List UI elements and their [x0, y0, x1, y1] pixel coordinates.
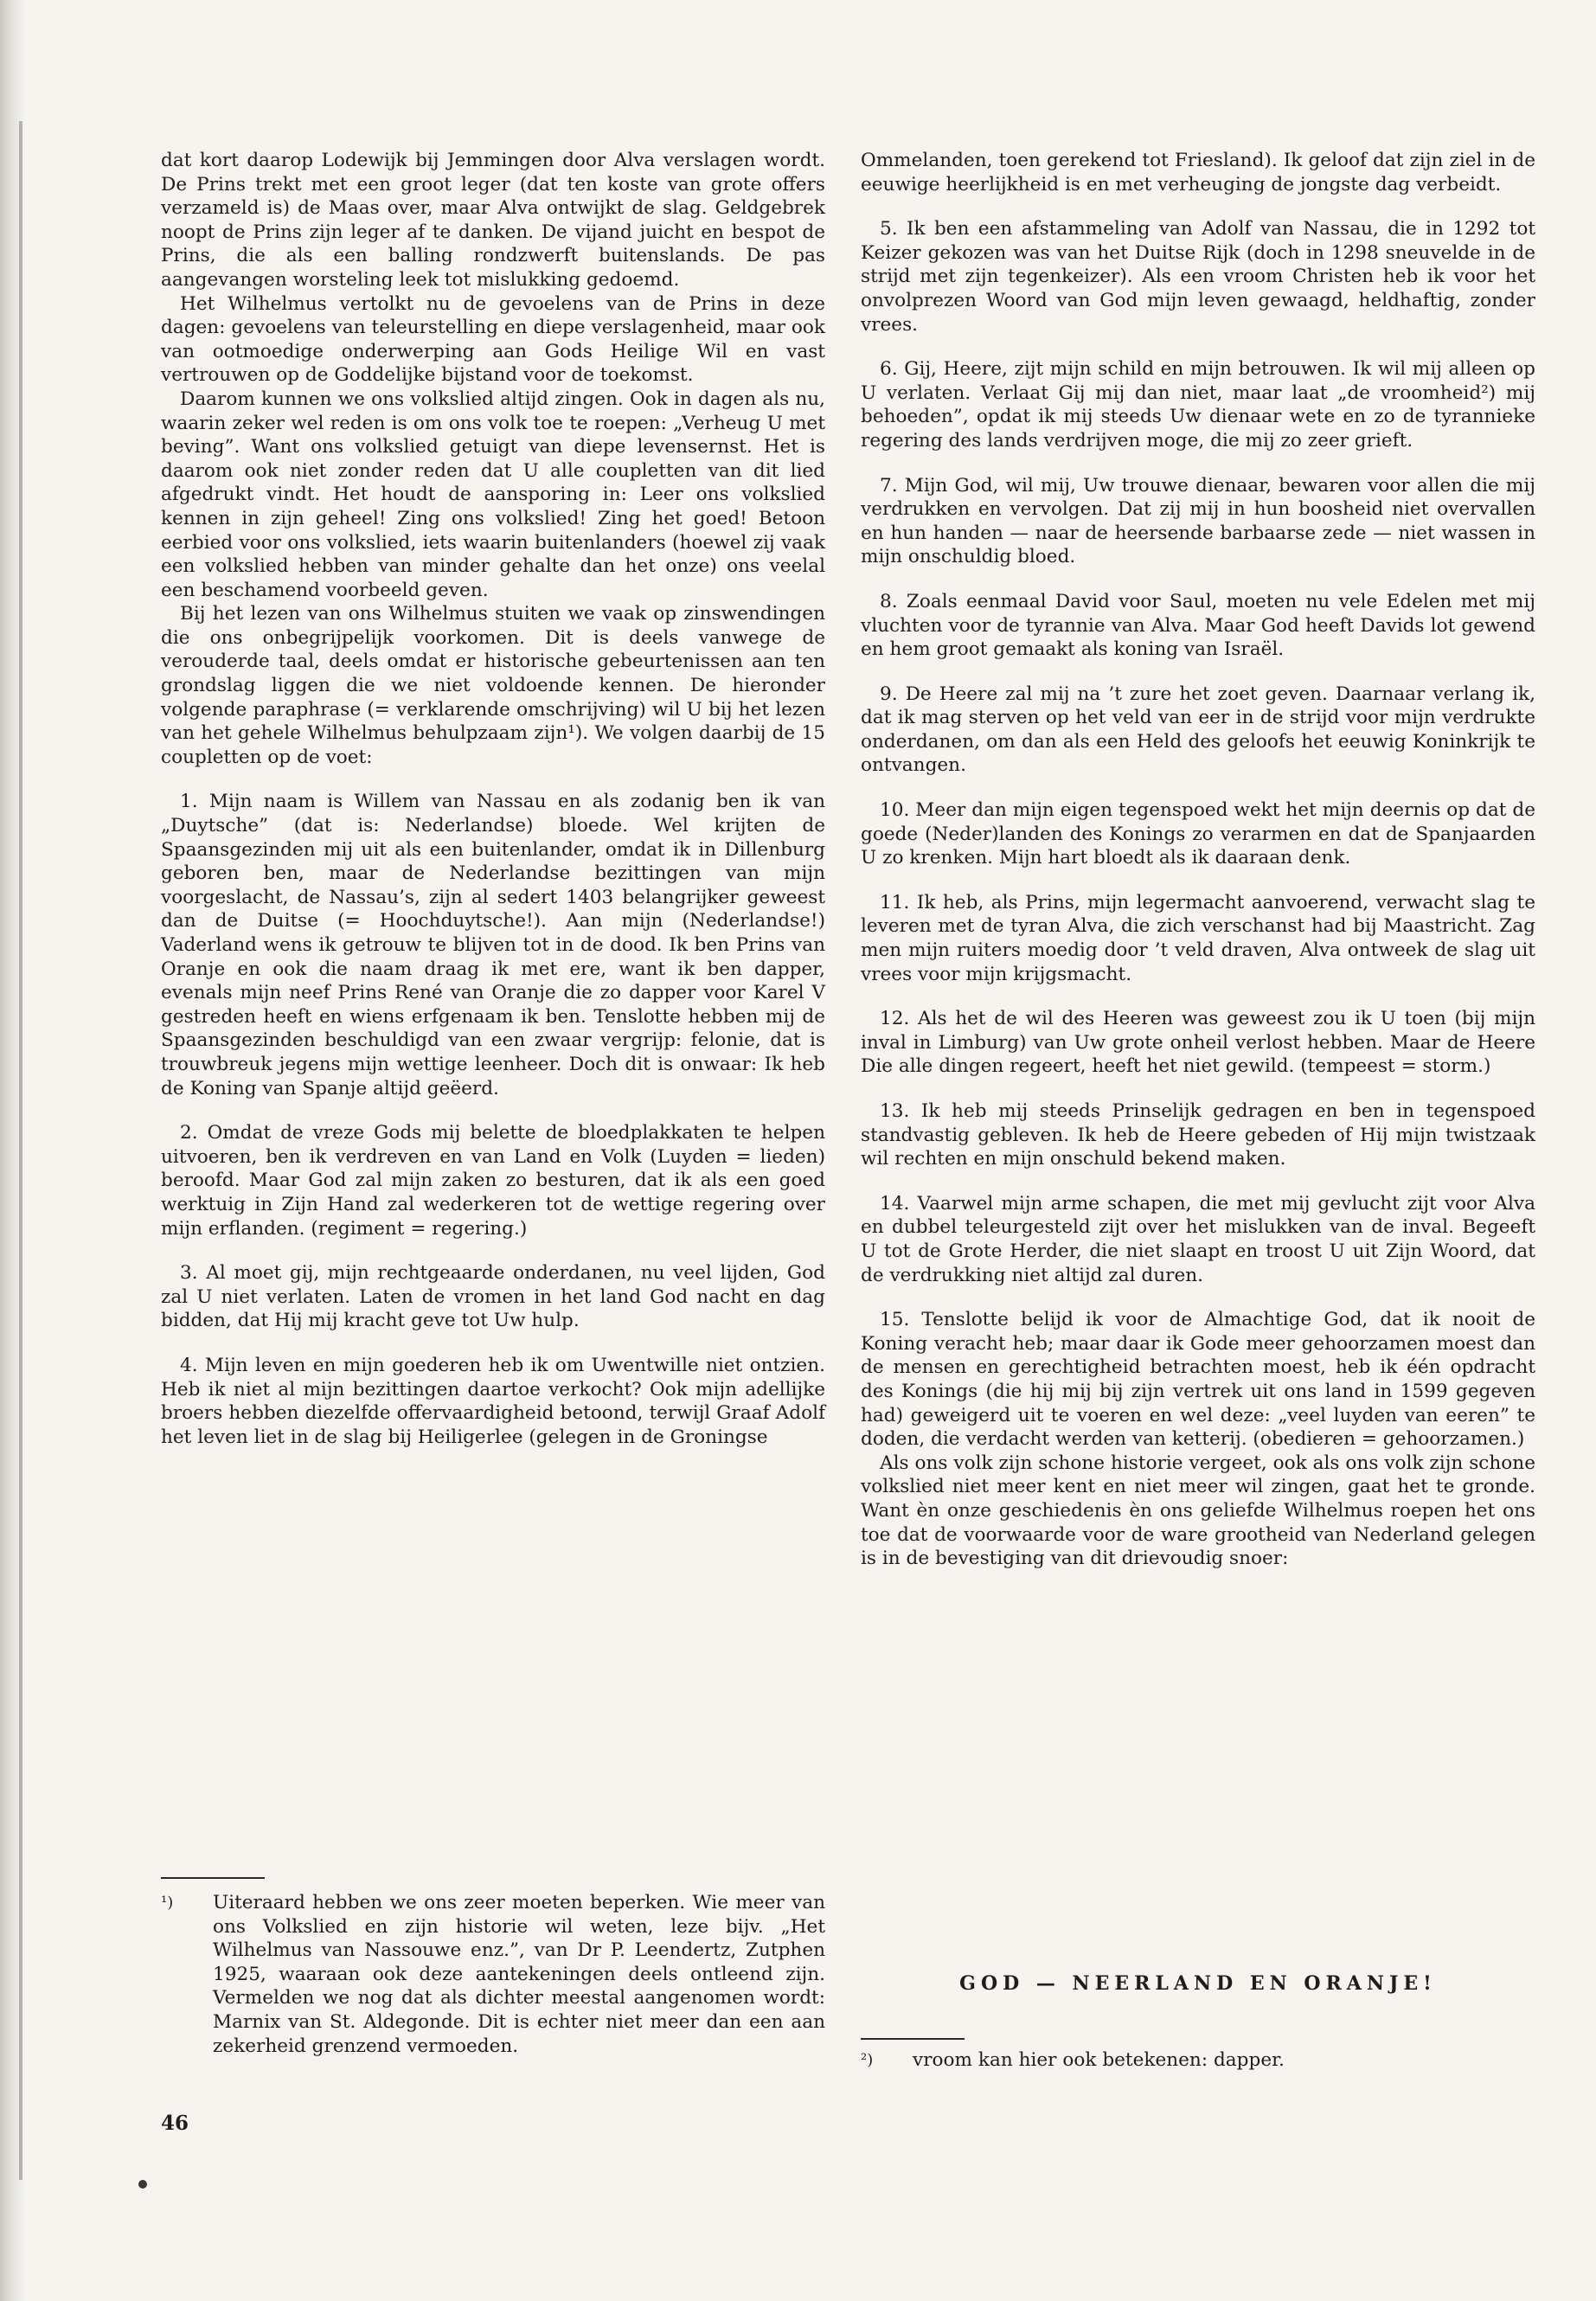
page-number: 46	[161, 2112, 189, 2135]
footnote-rule-right	[861, 2038, 965, 2040]
paragraph: Daarom kunnen we ons volkslied altijd zingen. Ook in dagen als nu, waarin zeker wel reden is om ons volk toe te roepen: „Verheug U met beving”. Want ons volkslied getuigt van diepe levensernst. Het is daarom ook niet zonder reden dat U alle coupletten van dit lied afgedrukt vindt. Het houdt de aansporing in: Leer ons volkslied kennen in zijn geheel! Zing ons volkslied! Zing het goed! Betoon eerbied voor ons volkslied, iets waarin buitenlanders (hoewel zij vaak een volkslied hebben van minder gehalte dan het onze) ons veelal een beschamend voorbeeld geven.	[161, 388, 825, 601]
paragraph: dat kort daarop Lodewijk bij Jemmingen door Alva verslagen wordt. De Prins trekt met een groot leger (dat ten koste van grote offers verzameld is) de Maas over, maar Alva ontwijkt de slag. Geldgebrek noopt de Prins zijn leger af te danken. De vijand juicht en bespot de Prins, die als een balling rondzwerft buitenslands. De pas aangevangen worsteling leek tot mislukking gedoemd.	[161, 150, 825, 291]
binding-edge-line	[19, 121, 22, 2180]
closing-motto: GOD — NEERLAND EN ORANJE!	[959, 1972, 1437, 1995]
ink-dot	[138, 2180, 147, 2189]
stanza-paraphrase-10: 10. Meer dan mijn eigen tegenspoed wekt het mijn deernis op dat de goede (Neder)landen des Konings zo verarmen en dat de Spanjaarden U zo krenken. Mijn hart bloedt als ik daaraan denk.	[861, 799, 1535, 869]
footnote-marker: ¹)	[161, 1894, 174, 1912]
stanza-paraphrase-11: 11. Ik heb, als Prins, mijn legermacht aanvoerend, verwacht slag te leveren met de tyran Alva, die zich verschanst had bij Maastricht. Zag men mijn ruiters moedig door ’t veld draven, Alva ontweek de slag uit vrees voor mijn krijgsmacht.	[861, 891, 1535, 985]
footnote-marker: ²)	[861, 2051, 874, 2069]
stanza-paraphrase-4: 4. Mijn leven en mijn goederen heb ik om Uwentwille niet ontzien. Heb ik niet al mijn bezittingen daartoe verkocht? Ook mijn adellijke broers hebben diezelfde offervaardigheid betoond, terwijl Graaf Adolf het leven liet in de slag bij Heiligerlee (gelegen in de Groningse	[161, 1354, 825, 1448]
stanza-paraphrase-7: 7. Mijn God, wil mij, Uw trouwe dienaar, bewaren voor allen die mij verdrukken en vervolgen. Dat zij mij in hun boosheid niet overvallen en hun handen — naar de heersende barbaarse zede — niet wassen in mijn onschuldig bloed.	[861, 474, 1535, 568]
stanza-paraphrase-15: 15. Tenslotte belijd ik voor de Almachtige God, dat ik nooit de Koning veracht heb; maar daar ik Gode meer gehoorzamen moest dan de mensen en gerechtigheid betrachten moest, heb ik één opdracht des Konings (die hij mij bij zijn vertrek uit ons land in 1599 gegeven had) geweigerd uit te voeren en wel deze: „veel luyden van eeren” te doden, die verdacht werden van ketterij. (obedieren = gehoorzamen.)	[861, 1309, 1535, 1451]
stanza-paraphrase-5: 5. Ik ben een afstammeling van Adolf van Nassau, die in 1292 tot Keizer gekozen was van het Duitse Rijk (doch in 1298 sneuvelde in de strijd met zijn tegenkeizer). Als een vroom Christen heb ik voor het onvolprezen Woord van God mijn leven gewaagd, heldhaftig, zonder vrees.	[861, 218, 1535, 336]
footnote-right	[861, 2048, 1535, 2073]
stanza-paraphrase-9: 9. De Heere zal mij na ’t zure het zoet geven. Daarnaar verlang ik, dat ik mag sterven op het veld van eer in de strijd voor mijn verdrukte onderdanen, om dan als een Held des geloofs het eeuwig Koninkrijk te ontvangen.	[861, 683, 1535, 777]
stanza-paraphrase-8: 8. Zoals eenmaal David voor Saul, moeten nu vele Edelen met mij vluchten voor de tyrannie van Alva. Maar God heeft Davids lot gewend en hem groot gemaakt als koning van Israël.	[861, 590, 1535, 661]
left-column	[161, 149, 825, 1449]
footnote-text: vroom kan hier ook betekenen: dapper.	[913, 2049, 1285, 2071]
footnote-left	[161, 1891, 825, 2058]
stanza-paraphrase-6: 6. Gij, Heere, zijt mijn schild en mijn betrouwen. Ik wil mij alleen op U verlaten. Verlaat Gij mij dan niet, maar laat „de vroomheid²) mij behoeden”, opdat ik mij steeds Uw dienaar wete en zo de tyrannieke regering des lands verdrijven moge, die mij zo zeer grieft.	[861, 358, 1535, 452]
stanza-paraphrase-13: 13. Ik heb mij steeds Prinselijk gedragen en ben in tegenspoed standvastig gebleven. Ik heb de Heere gebeden of Hij mijn twistzaak wil rechten en mijn onschuld bekend maken.	[861, 1100, 1535, 1170]
paragraph: Ommelanden, toen gerekend tot Friesland). Ik geloof dat zijn ziel in de eeuwige heerlijkheid is en met verheuging de jongste dag verbeidt.	[861, 150, 1535, 195]
paragraph: Bij het lezen van ons Wilhelmus stuiten we vaak op zinswendingen die ons onbegrijpelijk voorkomen. Dit is deels vanwege de verouderde taal, deels omdat er historische gebeurtenissen aan ten grondslag liggen die we niet voldoende kennen. De hieronder volgende paraphrase (= verklarende omschrijving) wil U bij het lezen van het gehele Wilhelmus behulpzaam zijn¹). We volgen daarbij de 15 coupletten op de voet:	[161, 603, 825, 768]
stanza-paraphrase-3: 3. Al moet gij, mijn rechtgeaarde onderdanen, nu veel lijden, God zal U niet verlaten. Laten de vromen in het land God nacht en dag bidden, dat Hij mij kracht geve tot Uw hulp.	[161, 1262, 825, 1332]
closing-paragraph: Als ons volk zijn schone historie vergeet, ook als ons volk zijn schone volkslied niet meer kent en niet meer wil zingen, gaat het te gronde. Want èn onze geschiedenis èn ons geliefde Wilhelmus roepen het ons toe dat de voorwaarde voor de ware grootheid van Nederland gelegen is in de bevestiging van dit drievoudig snoer:	[861, 1452, 1535, 1570]
right-column	[861, 149, 1535, 1571]
stanza-paraphrase-2: 2. Omdat de vreze Gods mij belette de bloedplakkaten te helpen uitvoeren, ben ik verdreven en van Land en Volk (Luyden = lieden) beroofd. Maar God zal mijn zaken zo besturen, dat ik als een goed werktuig in Zijn Hand zal wederkeren tot de wettige regering over mijn erflanden. (regiment = regering.)	[161, 1122, 825, 1240]
footnote-rule-left	[161, 1877, 265, 1879]
stanza-paraphrase-12: 12. Als het de wil des Heeren was geweest zou ik U toen (bij mijn inval in Limburg) van Uw grote onheil verlost hebben. Maar de Heere Die alle dingen regeert, heeft het niet gewild. (tempeest = storm.)	[861, 1008, 1535, 1078]
paragraph: Het Wilhelmus vertolkt nu de gevoelens van de Prins in deze dagen: gevoelens van teleurstelling en diepe verslagenheid, maar ook van ootmoedige onderwerping aan Gods Heilige Wil en vast vertrouwen op de Goddelijke bijstand voor de toekomst.	[161, 292, 825, 387]
footnote-text: Uiteraard hebben we ons zeer moeten beperken. Wie meer van ons Volkslied en zijn historie wil weten, leze bijv. „Het Wilhelmus van Nassouwe enz.”, van Dr P. Leendertz, Zutphen 1925, waaraan ook deze aantekeningen deels ontleend zijn. Vermelden we nog dat als dichter meestal aangenomen wordt: Marnix van St. Aldegonde. Dit is echter niet meer dan een aan zekerheid grenzend vermoeden.	[213, 1892, 825, 2057]
stanza-paraphrase-1: 1. Mijn naam is Willem van Nassau en als zodanig ben ik van „Duytsche” (dat is: Nederlandse) bloede. Wel krijten de Spaansgezinden mij uit als een buitenlander, omdat ik in Dillenburg geboren ben, maar de Nederlandse bezittingen van mijn voorgeslacht, de Nassau’s, zijn al sedert 1403 belangrijker geweest dan de Duitse (= Hoochduytsche!). Aan mijn (Nederlandse!) Vaderland wens ik getrouw te blijven tot in de dood. Ik ben Prins van Oranje en ook die naam draag ik met ere, want ik ben dapper, evenals mijn neef Prins René van Oranje die zo dapper voor Karel V gestreden heeft en wiens erfgenaam ik ben. Tenslotte hebben mij de Spaansgezinden beschuldigd van een zwaar vergrijp: felonie, dat is trouwbreuk jegens mijn wettige leenheer. Doch dit is onwaar: Ik heb de Koning van Spanje altijd geëerd.	[161, 791, 825, 1099]
stanza-paraphrase-14: 14. Vaarwel mijn arme schapen, die met mij gevlucht zijt voor Alva en dubbel teleurgesteld zijt over het mislukken van de inval. Begeeft U tot de Grote Herder, die niet slaapt en troost U uit Zijn Woord, dat de verdrukking niet altijd zal duren.	[861, 1192, 1535, 1286]
